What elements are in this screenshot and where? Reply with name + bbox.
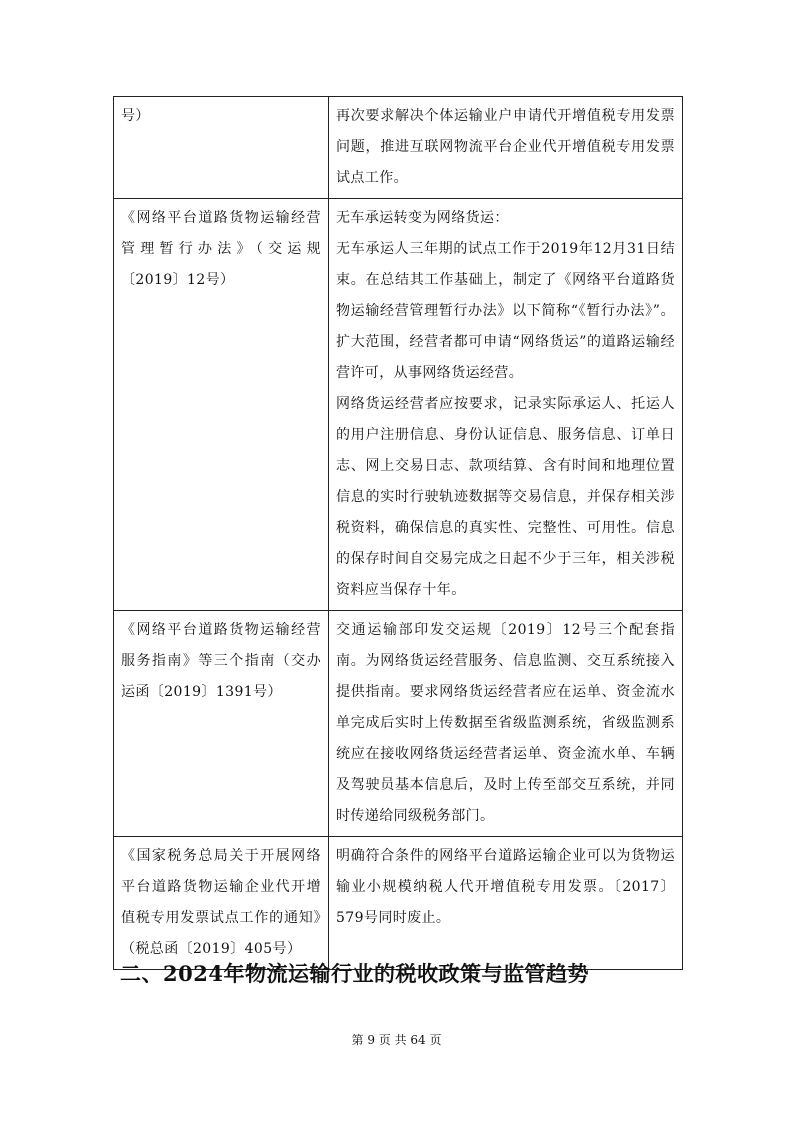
- policy-document-text: 《网络平台道路货物运输经营管理暂行办法》（交运规〔2019〕12号）: [121, 210, 321, 288]
- policy-document-text: 《网络平台道路货物运输经营服务指南》等三个指南（交办运函〔2019〕1391号）: [121, 622, 321, 700]
- policy-description-text: 明确符合条件的网络平台道路运输企业可以为货物运输业小规模纳税人代开增值税专用发票。〔2017〕579号同时废止。: [336, 848, 675, 926]
- policy-document-cell: [114, 97, 329, 199]
- policy-description-text: 无车承运转变为网络货运：: [336, 210, 509, 226]
- table-row: [114, 97, 683, 199]
- table-row: [114, 611, 683, 837]
- table-row: [114, 837, 683, 970]
- policy-table: [113, 96, 683, 970]
- policy-document-text: 《国家税务总局关于开展网络平台道路货物运输企业代开增值税专用发票试点工作的通知》（税总函〔2019〕405号）: [121, 848, 321, 957]
- policy-document-cell: [114, 837, 329, 970]
- policy-description-cell: [329, 611, 683, 837]
- policy-document-cell: [114, 611, 329, 837]
- policy-description-text: 网络货运经营者应按要求，记录实际承运人、托运人的用户注册信息、身份认证信息、服务信息、订单日志、网上交易日志、款项结算、含有时间和地理位置信息的实时行驶轨迹数据等交易信息，并保存相关涉税资料，确保信息的真实性、完整性、可用性。信息的保存时间自交易完成之日起不少于三年，相关涉税资料应当保存十年。: [336, 396, 675, 598]
- policy-document-cell: [114, 199, 329, 611]
- policy-description-text: 再次要求解决个体运输业户申请代开增值税专用发票问题，推进互联网物流平台企业代开增值税专用发票试点工作。: [336, 108, 675, 186]
- policy-description-cell: [329, 97, 683, 199]
- policy-description-text: 交通运输部印发交运规〔2019〕12号三个配套指南。为网络货运经营服务、信息监测、交互系统接入提供指南。要求网络货运经营者应在运单、资金流水单完成后实时上传数据至省级监测系统，省级监测系统应在接收网络货运经营者运单、资金流水单、车辆及驾驶员基本信息后，及时上传至部交互系统，并同时传递给同级税务部门。: [336, 622, 675, 824]
- policy-description-cell: [329, 837, 683, 970]
- policy-document-text: 号）: [121, 108, 150, 124]
- page-footer: 第 9 页 共 64 页: [351, 1033, 442, 1047]
- policy-description-text: 无车承运人三年期的试点工作于2019年12月31日结束。在总结其工作基础上，制定了《网络平台道路货物运输经营管理暂行办法》以下简称“《暂行办法》”。扩大范围，经营者都可申请“网络货运”的道路运输经营许可，从事网络货运经营。: [336, 241, 675, 381]
- policy-description-cell: [329, 199, 683, 611]
- section-heading: 二、2024年物流运输行业的税收政策与监管趋势: [120, 961, 589, 986]
- table-row: [114, 199, 683, 611]
